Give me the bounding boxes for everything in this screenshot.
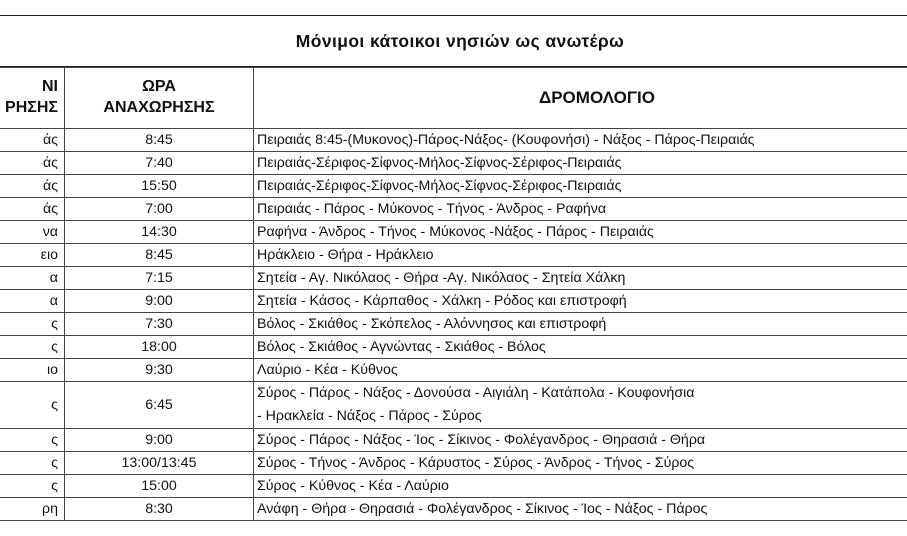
- table-row: [0, 382, 907, 429]
- table-row: [0, 313, 907, 336]
- port-cell: ειο: [0, 244, 65, 267]
- port-cell: ιο: [0, 359, 65, 382]
- route-cell: Ηράκλειο - Θήρα - Ηράκλειο: [254, 244, 907, 267]
- port-cell: ς: [0, 336, 65, 359]
- port-cell: ς: [0, 429, 65, 452]
- route-cell: Σύρος - Κύθνος - Κέα - Λαύριο: [254, 475, 907, 498]
- route-cell: Πειραιάς 8:45-(Μυκονος)-Πάρος-Νάξος- (Κουφονήσι) - Νάξος - Πάρος-Πειραιάς: [254, 129, 907, 152]
- time-cell: 9:00: [65, 290, 254, 313]
- table-row: [0, 267, 907, 290]
- header-row: [0, 68, 907, 129]
- route-cell: Ανάφη - Θήρα - Θηρασιά - Φολέγανδρος - Σίκινος - Ίος - Νάξος - Πάρος: [254, 498, 907, 521]
- port-cell: α: [0, 267, 65, 290]
- time-cell: 6:45: [65, 382, 254, 429]
- port-cell: α: [0, 290, 65, 313]
- table-row: [0, 290, 907, 313]
- time-cell: 15:50: [65, 175, 254, 198]
- port-cell: ς: [0, 313, 65, 336]
- time-cell: 7:30: [65, 313, 254, 336]
- time-cell: 15:00: [65, 475, 254, 498]
- route-cell: Σητεία - Κάσος - Κάρπαθος - Χάλκη - Ρόδος και επιστροφή: [254, 290, 907, 313]
- table-row: [0, 498, 907, 521]
- route-cell: Σύρος - Τήνος - Άνδρος - Κάρυστος - Σύρος - Άνδρος - Τήνος - Σύρος: [254, 452, 907, 475]
- time-cell: 7:00: [65, 198, 254, 221]
- time-cell: 8:45: [65, 244, 254, 267]
- time-cell: 9:00: [65, 429, 254, 452]
- port-cell: άς: [0, 175, 65, 198]
- header-time-line2: ΑΝΑΧΩΡΗΣΗΣ: [103, 99, 215, 116]
- time-cell: 8:45: [65, 129, 254, 152]
- table-row: [0, 175, 907, 198]
- header-route: ΔΡΟΜΟΛΟΓΙΟ: [254, 68, 907, 129]
- header-port-line1: ΝΙ: [42, 78, 58, 96]
- table-row: [0, 198, 907, 221]
- route-cell: Ραφήνα - Άνδρος - Τήνος - Μύκονος -Νάξος - Πάρος - Πειραιάς: [254, 221, 907, 244]
- route-cell: [254, 382, 907, 429]
- port-cell: ρη: [0, 498, 65, 521]
- port-cell: ς: [0, 475, 65, 498]
- time-cell: 9:30: [65, 359, 254, 382]
- time-cell: 7:40: [65, 152, 254, 175]
- header-port-line2: ΡΗΣΗΣ: [5, 99, 58, 116]
- schedule-sheet: [0, 15, 907, 521]
- route-cell: Λαύριο - Κέα - Κύθνος: [254, 359, 907, 382]
- table-row: [0, 429, 907, 452]
- route-line2: - Ηρακλεία - Νάξος - Πάρος - Σύρος: [257, 408, 482, 424]
- route-cell: Σητεία - Αγ. Νικόλαος - Θήρα -Αγ. Νικόλαος - Σητεία Χάλκη: [254, 267, 907, 290]
- route-cell: Πειραιάς-Σέριφος-Σίφνος-Μήλος-Σίφνος-Σέριφος-Πειραιάς: [254, 175, 907, 198]
- header-port: [0, 68, 65, 129]
- route-cell: Πειραιάς - Πάρος - Μύκονος - Τήνος - Άνδρος - Ραφήνα: [254, 198, 907, 221]
- time-cell: 14:30: [65, 221, 254, 244]
- table-title: Μόνιμοι κάτοικοι νησιών ως ανωτέρω: [0, 15, 907, 67]
- table-row: [0, 152, 907, 175]
- port-cell: ς: [0, 382, 65, 429]
- route-cell: Πειραιάς-Σέριφος-Σίφνος-Μήλος-Σίφνος-Σέριφος-Πειραιάς: [254, 152, 907, 175]
- route-line1: Σύρος - Πάρος - Νάξος - Δονούσα - Αιγιάλη - Κατάπολα - Κουφονήσια: [257, 385, 695, 401]
- table-row: [0, 244, 907, 267]
- time-cell: 8:30: [65, 498, 254, 521]
- route-cell: Βόλος - Σκιάθος - Σκόπελος - Αλόννησος και επιστροφή: [254, 313, 907, 336]
- schedule-table: [0, 67, 907, 521]
- header-time: [65, 68, 254, 129]
- table-row: [0, 129, 907, 152]
- route-cell: Βόλος - Σκιάθος - Αγνώντας - Σκιάθος - Βόλος: [254, 336, 907, 359]
- table-row: [0, 452, 907, 475]
- time-cell: 13:00/13:45: [65, 452, 254, 475]
- route-cell: Σύρος - Πάρος - Νάξος - Ίος - Σίκινος - Φολέγανδρος - Θηρασιά - Θήρα: [254, 429, 907, 452]
- table-row: [0, 475, 907, 498]
- table-row: [0, 359, 907, 382]
- time-cell: 7:15: [65, 267, 254, 290]
- port-cell: να: [0, 221, 65, 244]
- port-cell: άς: [0, 198, 65, 221]
- table-row: [0, 336, 907, 359]
- port-cell: άς: [0, 152, 65, 175]
- port-cell: ς: [0, 452, 65, 475]
- table-row: [0, 221, 907, 244]
- time-cell: 18:00: [65, 336, 254, 359]
- header-time-line1: ΩΡΑ: [142, 78, 176, 96]
- port-cell: άς: [0, 129, 65, 152]
